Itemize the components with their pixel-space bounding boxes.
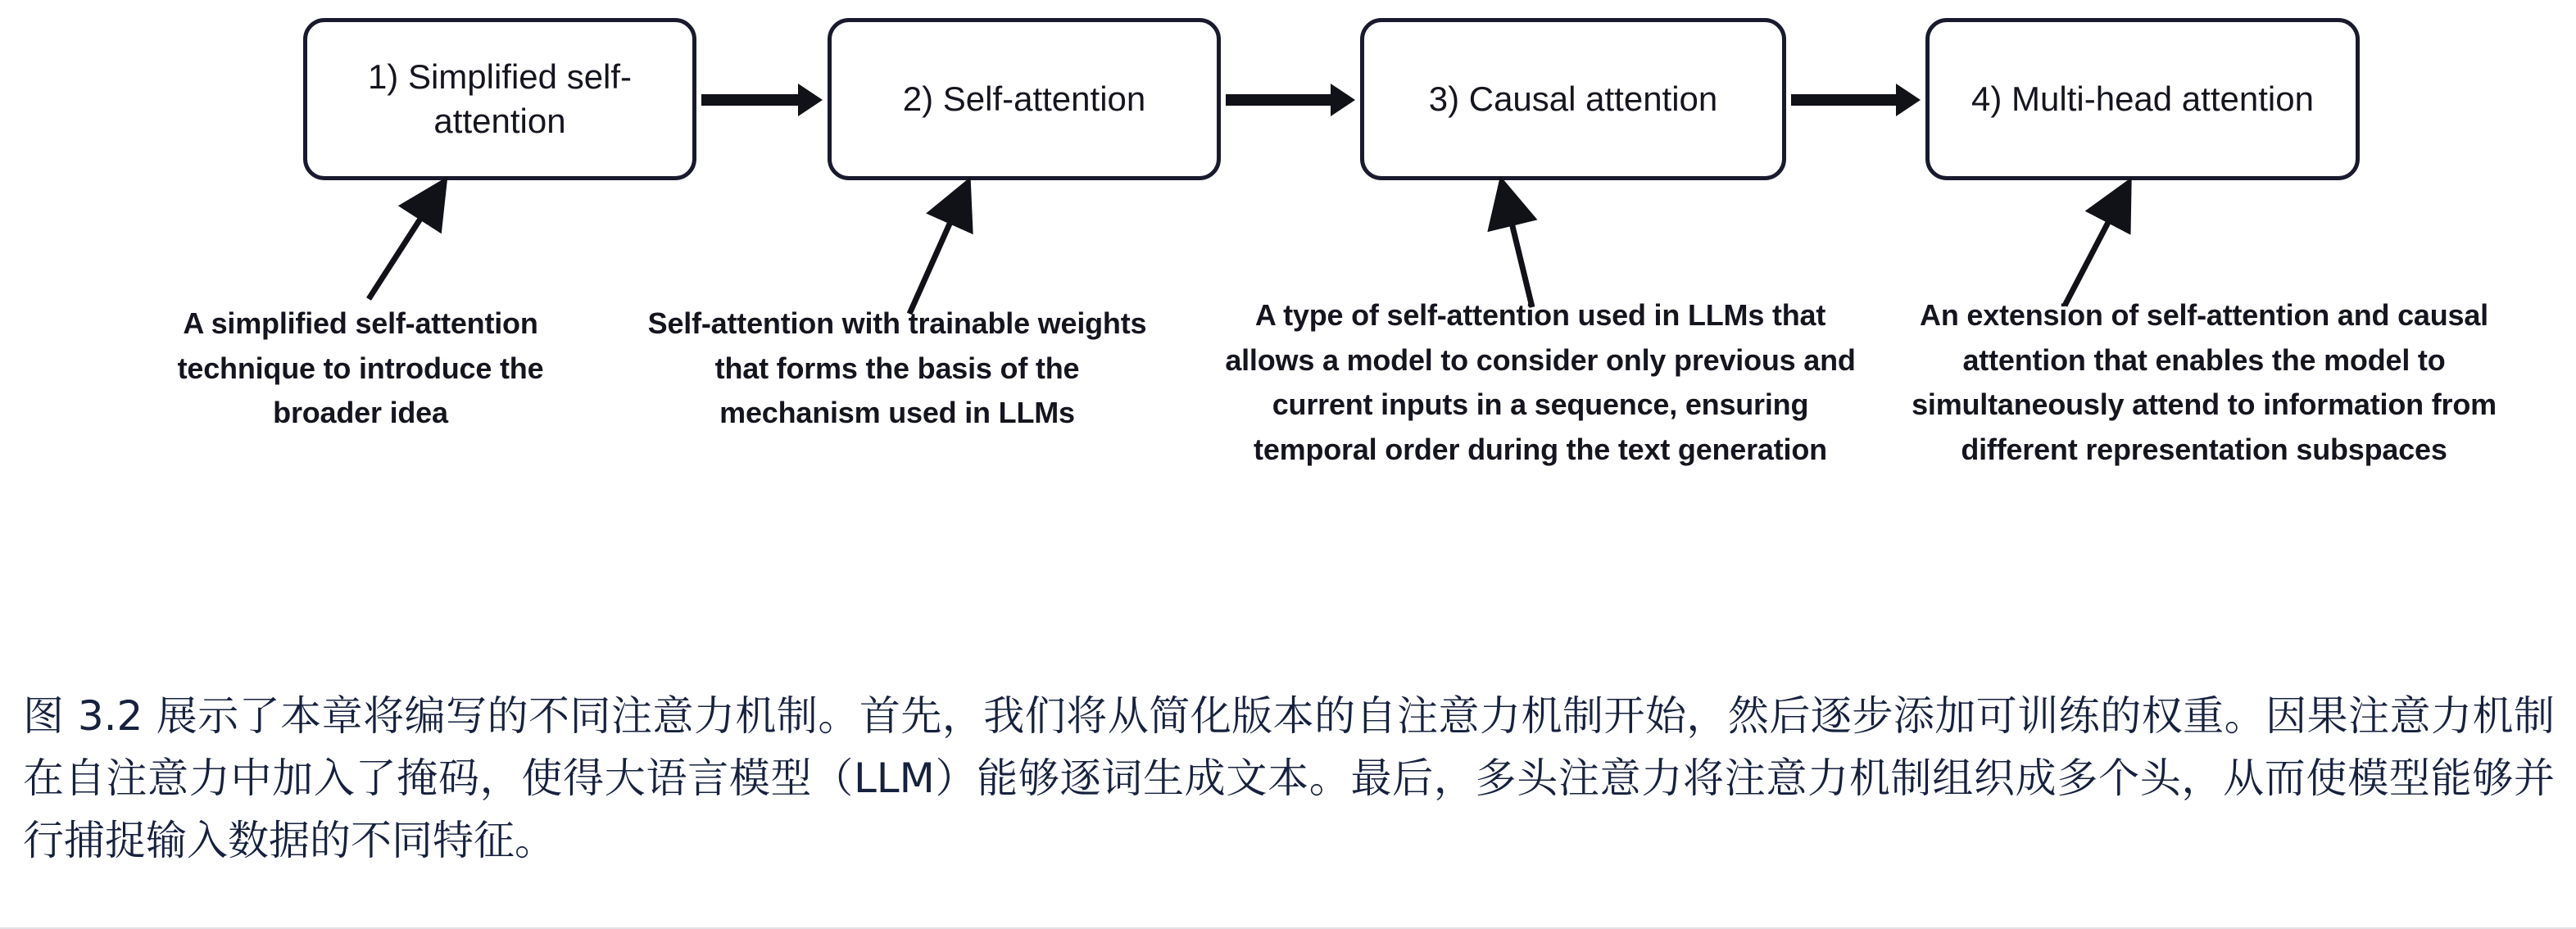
- stage-3-caption: A type of self-attention used in LLMs that allows a model to consider only previous and current inputs in a sequence, ensuring temporal order during the text generation: [1225, 298, 1856, 467]
- stage-1-box: [303, 18, 696, 180]
- figure-description-paragraph: [23, 685, 2555, 872]
- stage-3-box-label: 3) Causal attention: [1428, 79, 1718, 119]
- stage-4-box-label: 4) Multi-head attention: [1971, 79, 2314, 119]
- stage-1-caption: A simplified self-attention technique to introduce the broader idea: [177, 306, 544, 430]
- stage-2-box: [828, 18, 1221, 180]
- stage-1-box-label: 1) Simplified self-attention: [367, 57, 633, 140]
- stage-4-caption: An extension of self-attention and causal attention that enables the model to simultaneously attend to information from different representation subspaces: [1912, 298, 2497, 467]
- stage-2-box-label: 2) Self-attention: [902, 79, 1146, 119]
- figure-description-text: 图 3.2 展示了本章将编写的不同注意力机制。首先，我们将从简化版本的自注意力机制开始，然后逐步添加可训练的权重。因果注意力机制在自注意力中加入了掩码，使得大语言模型（LLM）能够逐词生成文本。最后，多头注意力将注意力机制组织成多个头，从而使模型能够并行捕捉输入数据的不同特征。: [23, 692, 2555, 864]
- connector-arrow-1: [344, 176, 557, 307]
- stage-4-box: [1925, 18, 2360, 180]
- stage-3-box: [1360, 18, 1786, 180]
- stage-2-caption: Self-attention with trainable weights that forms the basis of the mechanism used in LLMs: [647, 306, 1147, 430]
